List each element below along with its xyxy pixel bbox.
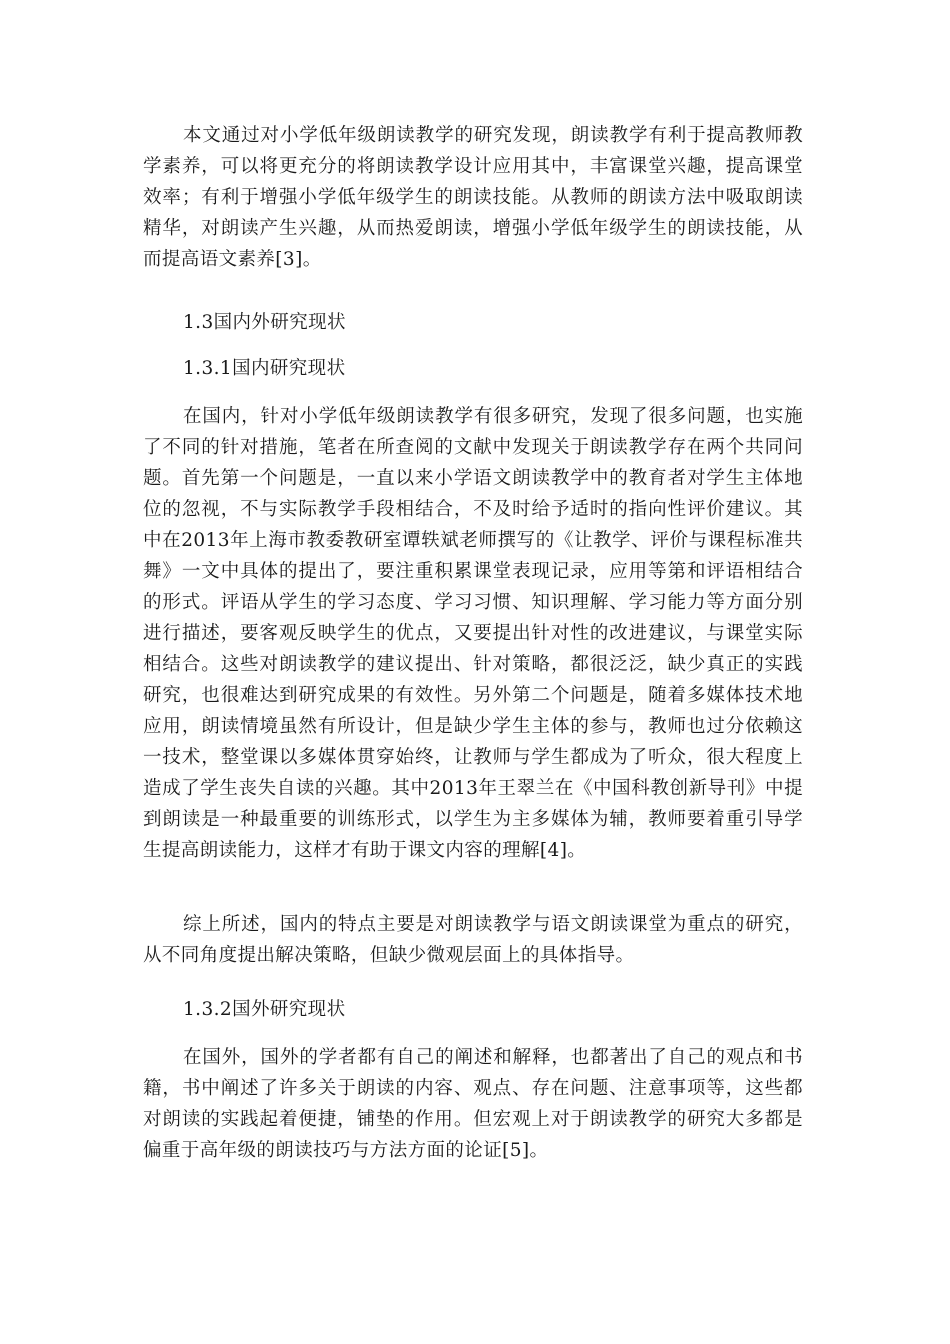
foreign-paragraph-block <box>143 1042 803 1166</box>
section-heading-1-3: 1.3国内外研究现状 <box>183 312 346 333</box>
summary-paragraph-block <box>143 909 803 971</box>
summary-paragraph: 综上所述，国内的特点主要是对朗读教学与语文朗读课堂为重点的研究，从不同角度提出解决策略，但缺少微观层面上的具体指导。 <box>143 914 803 966</box>
foreign-research-paragraph: 在国外，国外的学者都有自己的阐述和解释，也都著出了自己的观点和书籍，书中阐述了许多关于朗读的内容、观点、存在问题、注意事项等，这些都对朗读的实践起着便捷，铺垫的作用。但宏观上对于朗读教学的研究大多都是偏重于高年级的朗读技巧与方法方面的论证[5]。 <box>143 1047 803 1161</box>
intro-paragraph: 本文通过对小学低年级朗读教学的研究发现，朗读教学有利于提高教师教学素养，可以将更充分的将朗读教学设计应用其中，丰富课堂兴趣，提高课堂效率；有利于增强小学低年级学生的朗读技能。从教师的朗读方法中吸取朗读精华，对朗读产生兴趣，从而热爱朗读，增强小学低年级学生的朗读技能，从而提高语文素养[3]。 <box>143 125 803 270</box>
section-heading-1-3-2: 1.3.2国外研究现状 <box>183 999 346 1020</box>
intro-paragraph-block <box>143 120 803 275</box>
domestic-research-paragraph: 在国内，针对小学低年级朗读教学有很多研究，发现了很多问题，也实施了不同的针对措施，笔者在所查阅的文献中发现关于朗读教学存在两个共同问题。首先第一个问题是，一直以来小学语文朗读教学中的教育者对学生主体地位的忽视，不与实际教学手段相结合，不及时给予适时的指向性评价建议。其中在2013年上海市教委教研室谭轶斌老师撰写的《让教学、评价与课程标准共舞》一文中具体的提出了，要注重积累课堂表现记录，应用等第和评语相结合的形式。评语从学生的学习态度、学习习惯、知识理解、学习能力等方面分别进行描述，要客观反映学生的优点，又要提出针对性的改进建议，与课堂实际相结合。这些对朗读教学的建议提出、针对策略，都很泛泛，缺少真正的实践研究，也很难达到研究成果的有效性。另外第二个问题是，随着多媒体技术地应用，朗读情境虽然有所设计，但是缺少学生主体的参与，教师也过分依赖这一技术，整堂课以多媒体贯穿始终，让教师与学生都成为了听众，很大程度上造成了学生丧失自读的兴趣。其中2013年王翠兰在《中国科教创新导刊》中提到朗读是一种最重要的训练形式，以学生为主多媒体为辅，教师要着重引导学生提高朗读能力，这样才有助于课文内容的理解[4]。 <box>143 406 803 861</box>
section-heading-1-3-1: 1.3.1国内研究现状 <box>183 358 346 379</box>
domestic-paragraph-block <box>143 401 803 866</box>
